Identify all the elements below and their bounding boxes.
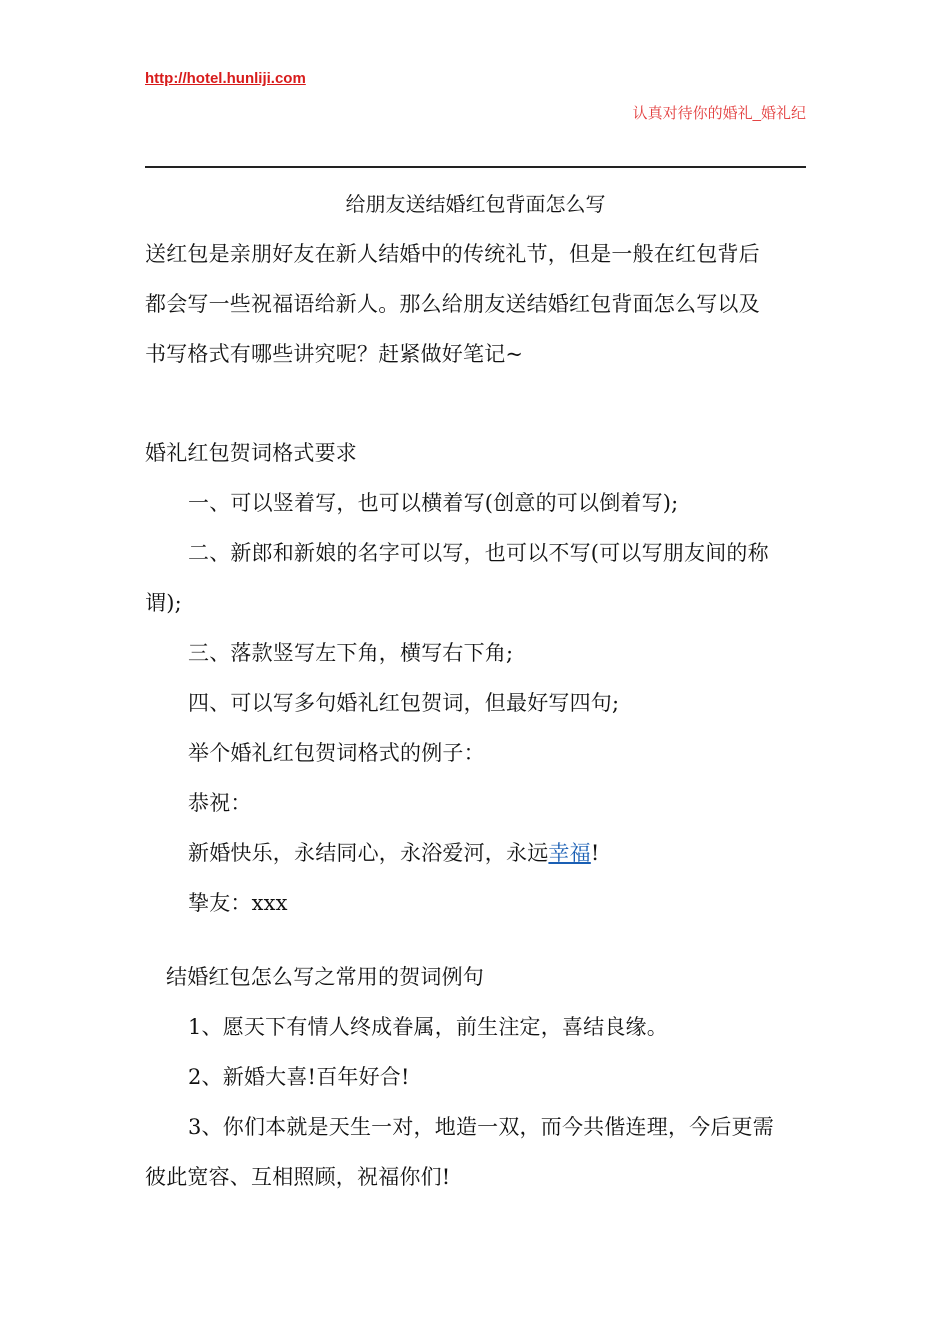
article-title: 给朋友送结婚红包背面怎么写 (345, 192, 606, 216)
example-intro: 举个婚礼红包贺词格式的例子： (188, 741, 485, 765)
example-phrase-3: 3、你们本就是天生一对，地造一双，而今共偕连理，今后更需 (188, 1115, 774, 1139)
example-body-end: ! (590, 841, 600, 865)
example-phrase-3-cont: 彼此宽容、互相照顾，祝福你们! (145, 1165, 451, 1189)
header-tagline: 认真对待你的婚礼_婚礼纪 (632, 105, 806, 122)
example-body (188, 837, 599, 867)
header-divider (145, 166, 806, 168)
example-signature: 挚友：xxx (188, 891, 288, 915)
intro-line-1: 送红包是亲朋好友在新人结婚中的传统礼节，但是一般在红包背后 (145, 242, 760, 266)
rule-item-1: 一、可以竖着写，也可以横着写(创意的可以倒着写); (188, 491, 679, 515)
example-greeting: 恭祝： (188, 791, 252, 815)
rule-item-3: 三、落款竖写左下角，横写右下角; (188, 641, 514, 665)
section-heading-format: 婚礼红包贺词格式要求 (145, 441, 357, 465)
example-phrase-2: 2、新婚大喜!百年好合! (188, 1065, 410, 1089)
example-body-text: 新婚快乐，永结同心，永浴爱河，永远 (188, 841, 549, 865)
happiness-link[interactable]: 幸福 (548, 841, 591, 865)
header-url-link[interactable]: http://hotel.hunliji.com (145, 70, 306, 87)
section-heading-examples: 结婚红包怎么写之常用的贺词例句 (166, 965, 484, 989)
rule-item-4: 四、可以写多句婚礼红包贺词，但最好写四句; (188, 691, 620, 715)
rule-item-2: 二、新郎和新娘的名字可以写，也可以不写(可以写朋友间的称 (188, 541, 769, 565)
rule-item-2-cont: 谓); (145, 591, 182, 615)
intro-line-2: 都会写一些祝福语给新人。那么给朋友送结婚红包背面怎么写以及 (145, 292, 760, 316)
example-phrase-1: 1、愿天下有情人终成眷属，前生注定，喜结良缘。 (188, 1015, 668, 1039)
intro-line-3: 书写格式有哪些讲究呢？赶紧做好笔记~ (145, 342, 524, 366)
